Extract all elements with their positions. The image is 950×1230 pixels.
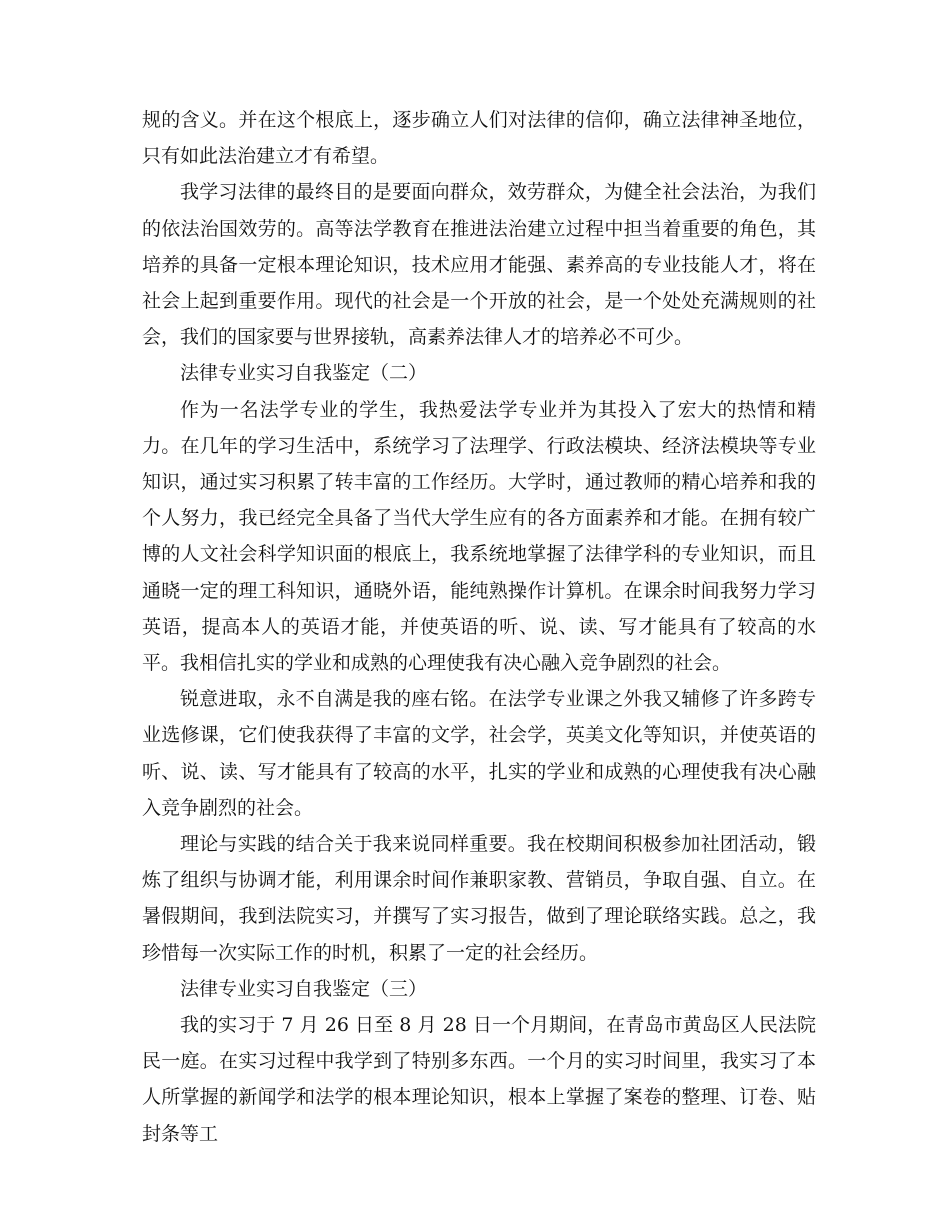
section-heading-three: 法律专业实习自我鉴定（三） <box>180 977 428 1000</box>
paragraph-study-goal: 我学习法律的最终目的是要面向群众，效劳群众，为健全社会法治，为我们的依法治国效劳的。高等法学教育在推进法治建立过程中担当着重要的角色，其培养的具备一定根本理论知识，技术应用才能强、素养高的专业技能人才，将在社会上起到重要作用。现代的社会是一个开放的社会，是一个处处充满规则的社会，我们的国家要与世界接轨，高素养法律人才的培养必不可少。 <box>142 181 816 349</box>
paragraph-continuation: 规的含义。并在这个根底上，逐步确立人们对法律的信仰，确立法律神圣地位，只有如此法治建立才有希望。 <box>142 109 816 168</box>
paragraph-motto: 锐意进取，永不自满是我的座右铭。在法学专业课之外我又辅修了许多跨专业选修课，它们使我获得了丰富的文学，社会学，英美文化等知识，并使英语的听、说、读、写才能具有了较高的水平，扎实的学业和成熟的心理使我有决心融入竞争剧烈的社会。 <box>142 688 816 819</box>
document-body <box>142 102 816 1152</box>
paragraph-internship: 我的实习于 7 月 26 日至 8 月 28 日一个月期间，在青岛市黄岛区人民法院民一庭。在实习过程中我学到了特别多东西。一个月的实习时间里，我实习了本人所掌握的新闻学和法学的根本理论知识，根本上掌握了案卷的整理、订卷、贴封条等工 <box>142 1014 816 1145</box>
section-heading-two: 法律专业实习自我鉴定（二） <box>180 362 428 385</box>
paragraph-theory-practice: 理论与实践的结合关于我来说同样重要。我在校期间积极参加社团活动，锻炼了组织与协调才能，利用课余时间作兼职家教、营销员，争取自强、自立。在暑假期间，我到法院实习，并撰写了实习报告，做到了理论联络实践。总之，我珍惜每一次实际工作的时机，积累了一定的社会经历。 <box>142 833 816 964</box>
paragraph-law-student: 作为一名法学专业的学生，我热爱法学专业并为其投入了宏大的热情和精力。在几年的学习生活中，系统学习了法理学、行政法模块、经济法模块等专业知识，通过实习积累了转丰富的工作经历。大学时，通过教师的精心培养和我的个人努力，我已经完全具备了当代大学生应有的各方面素养和才能。在拥有较广博的人文社会科学知识面的根底上，我系统地掌握了法律学科的专业知识，而且通晓一定的理工科知识，通晓外语，能纯熟操作计算机。在课余时间我努力学习英语，提高本人的英语才能，并使英语的听、说、读、写才能具有了较高的水平。我相信扎实的学业和成熟的心理使我有决心融入竞争剧烈的社会。 <box>142 398 816 675</box>
